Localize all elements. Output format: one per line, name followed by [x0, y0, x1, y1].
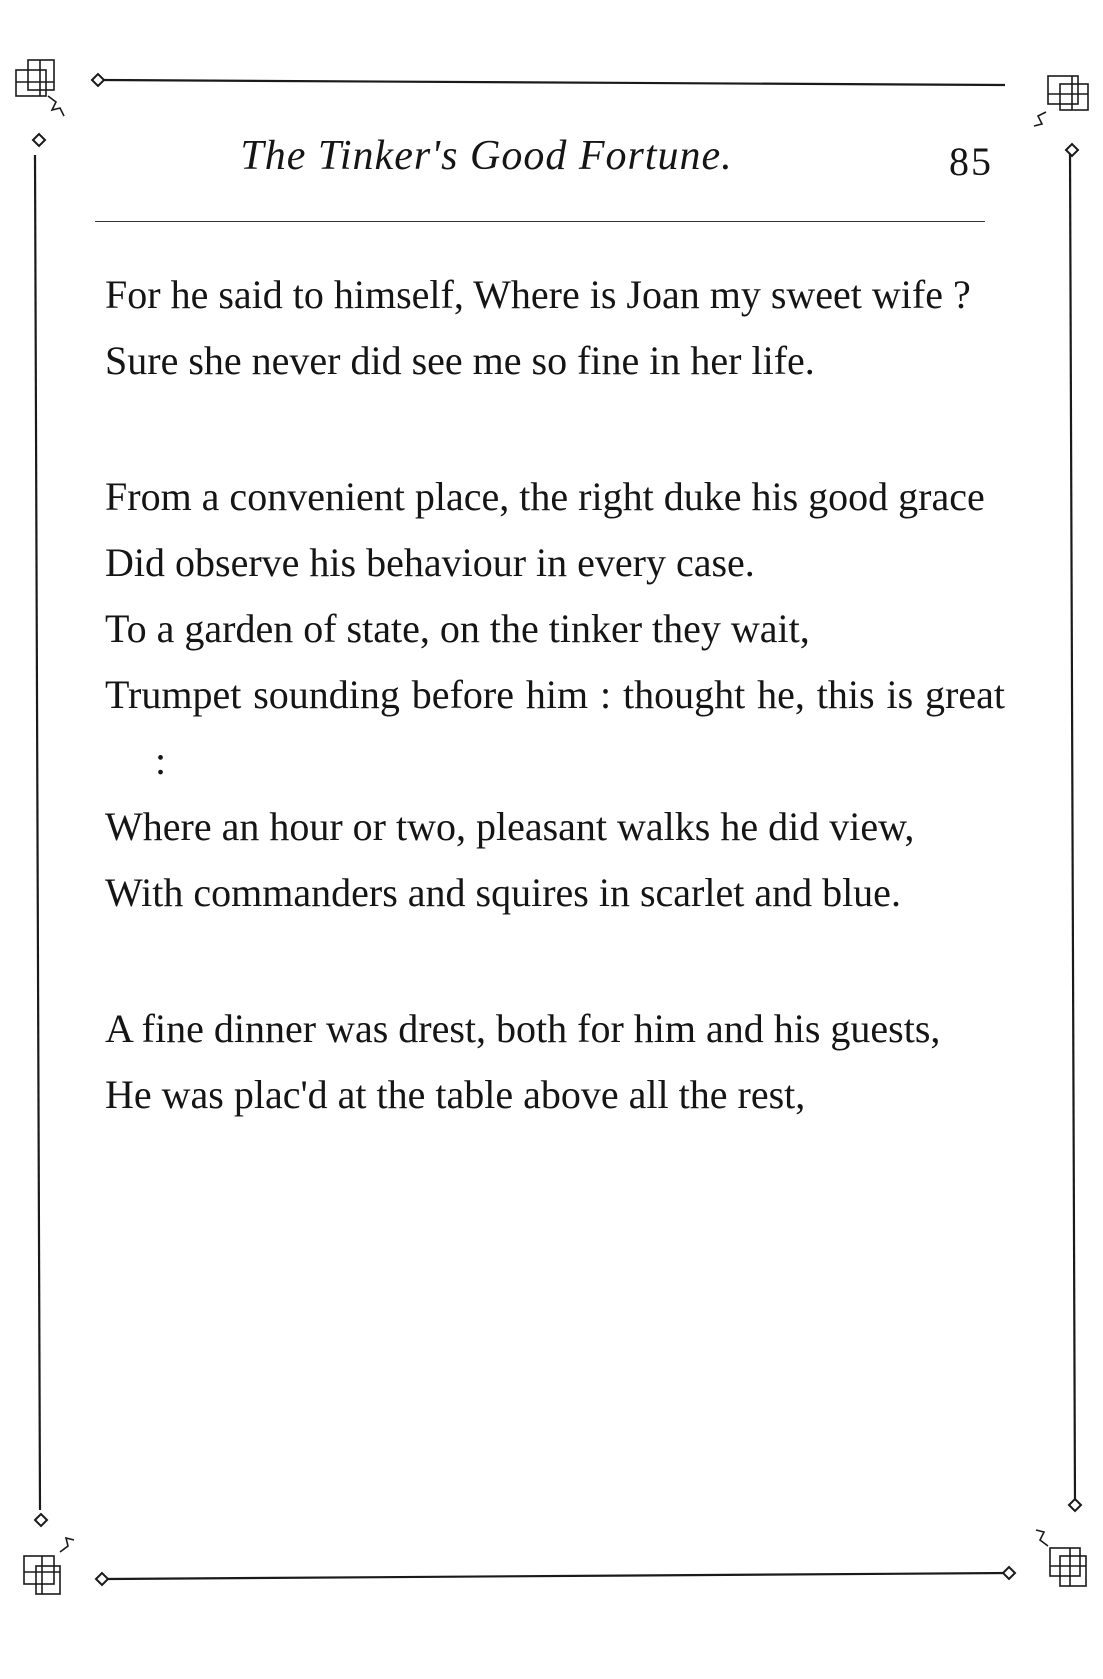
corner-ornament-top-left-icon [16, 60, 64, 116]
running-header [100, 132, 993, 192]
stanza [105, 996, 1005, 1128]
verse-line: Where an hour or two, pleasant walks he did view, [105, 804, 915, 849]
verse-line: From a convenient place, the right duke his good grace [105, 474, 985, 519]
stanza [105, 262, 1005, 394]
verse-line: With commanders and squires in scarlet and blue. [105, 870, 901, 915]
verse-line: To a garden of state, on the tinker they wait, [105, 606, 810, 651]
verse-line: For he said to himself, Where is Joan my sweet wife ? [105, 272, 971, 317]
verse-line: Sure she never did see me so fine in her life. [105, 338, 815, 383]
corner-ornament-bottom-right-icon [1036, 1530, 1086, 1586]
verse-body [105, 262, 1005, 1198]
corner-ornament-top-right-icon [1034, 76, 1088, 126]
corner-ornament-bottom-left-icon [24, 1538, 74, 1594]
stanza [105, 464, 1005, 926]
verse-line: Did observe his behaviour in every case. [105, 540, 755, 585]
verse-line: Trumpet sounding before him : thought he, this is great : [105, 672, 1005, 783]
verse-line: A fine dinner was drest, both for him and his guests, [105, 1006, 941, 1051]
header-rule [95, 221, 985, 222]
verse-line: He was plac'd at the table above all the rest, [105, 1072, 806, 1117]
page-number: 85 [949, 139, 993, 184]
running-title: The Tinker's Good Fortune. [240, 133, 733, 179]
